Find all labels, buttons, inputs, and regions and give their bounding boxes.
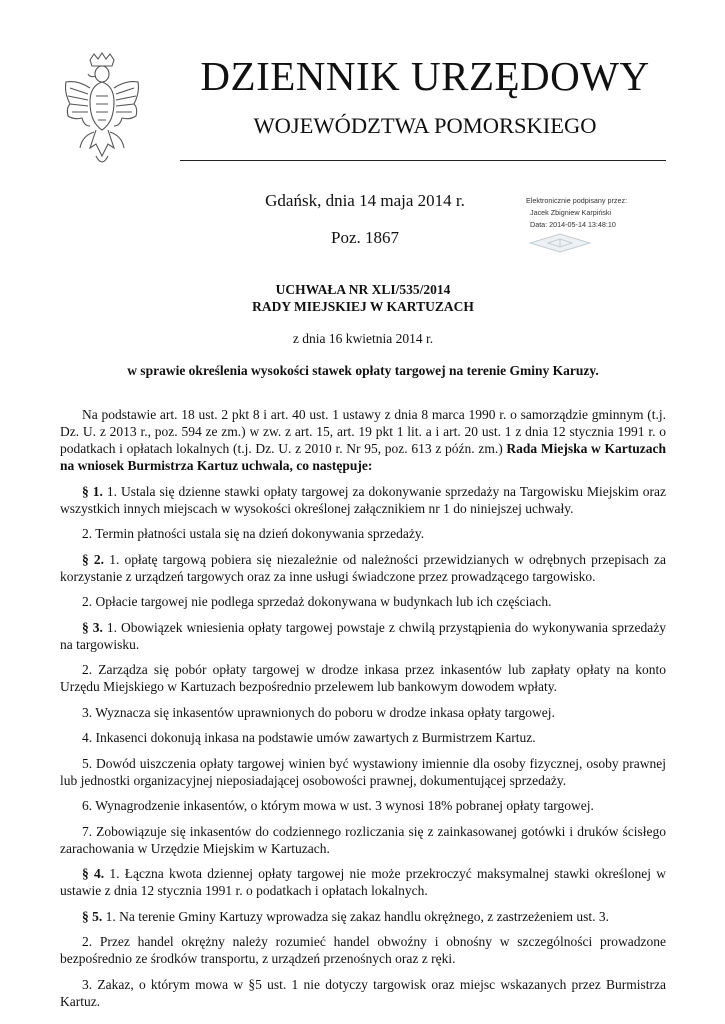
section-5-paragraph-3: 3. Zakaz, o którym mowa w §5 ust. 1 nie dotyczy targowisk oraz miejsc wskazanych przez Burmistrza Kartuz. <box>60 976 666 1009</box>
section-3-paragraph-2: 2. Zarządza się pobór opłaty targowej w drodze inkasa przez inkasentów lub zapłaty opłaty na konto Urzędu Miejskiego w Kartuzach bezpośrednio przelewem lub bankowym dowodem wpłaty. <box>60 662 666 694</box>
preamble-text: Na podstawie art. 18 ust. 2 pkt 8 i art. 40 ust. 1 ustawy z dnia 8 marca 1990 r. o samorządzie gminnym (t.j. Dz. U. z 2013 r., poz. 594 ze zm.) w zw. z art. 15, art. 19 pkt 1 lit. a i art. 20 ust. 1 z dnia 12 stycznia 1991 r. o podatkach i opłatach lokalnych (t.j. Dz. U. z 2010 r. Nr 95, poz. 613 z późn. zm.) <box>60 407 666 456</box>
section-5-mark: § 5. <box>82 908 103 924</box>
masthead-divider <box>180 160 666 161</box>
section-3-paragraph-4: 4. Inkasenci dokonują inkasa na podstawie umów zawartych z Burmistrzem Kartuz. <box>82 730 536 745</box>
section-2-text-1: 1. opłatę targową pobiera się niezależnie od należności przewidzianych w odrębnych przepisach za korzystanie z urządzeń targowych oraz za inne usługi świadczone przez prowadzącego targowisko. <box>60 551 667 584</box>
resolution-issuer: RADY MIEJSKIEJ W KARTUZACH <box>252 299 474 314</box>
section-1-paragraph-2: 2. Termin płatności ustala się na dzień dokonywania sprzedaży. <box>82 526 425 541</box>
section-3-paragraph-1 <box>60 619 666 653</box>
preamble-paragraph <box>60 406 666 474</box>
section-1-paragraph-1 <box>60 483 666 517</box>
section-5-paragraph-1 <box>60 908 666 925</box>
journal-subtitle: WOJEWÓDZTWA POMORSKIEGO <box>253 113 597 138</box>
section-4-mark: § 4. <box>82 866 105 881</box>
section-3-paragraph-3: 3. Wyznacza się inkasentów uprawnionych do poboru w drodze inkasa opłaty targowej. <box>82 704 555 720</box>
resolution-subject: w sprawie określenia wysokości stawek opłaty targowej na terenie Gminy Karuzy. <box>127 363 599 378</box>
section-2-paragraph-1 <box>60 551 666 585</box>
resolution-body <box>60 406 666 1018</box>
section-4-text-1: 1. Łączna kwota dziennej opłaty targowej nie może przekroczyć maksymalnej stawki określonej w ustawie z dnia 12 stycznia 1991 r. o podatkach i opłatach lokalnych. <box>60 866 666 898</box>
polish-eagle-emblem-icon <box>60 52 144 170</box>
section-3-paragraph-7: 7. Zobowiązuje się inkasentów do codziennego rozliczania się z zainkasowanej gotówki i druków ścisłego zarachowania w Urzędzie Miejskim w Kartuzach. <box>60 823 666 856</box>
resolution-heading <box>60 281 666 315</box>
section-1-text-1: 1. Ustala się dzienne stawki opłaty targowej za dokonywanie sprzedaży na Targowisku Miejskim oraz wszystkich innych miejscach w wysokości określonej załącznikiem nr 1 do niniejszej uchwały. <box>60 483 667 516</box>
resolution-date: z dnia 16 kwietnia 2014 r. <box>292 331 434 346</box>
journal-title: DZIENNIK URZĘDOWY <box>200 53 650 99</box>
e-signature-label: Elektronicznie podpisany przez: <box>526 196 628 205</box>
section-4-paragraph-1 <box>60 865 666 899</box>
section-2-paragraph-2: 2. Opłacie targowej nie podlega sprzedaż dokonywana w budynkach lub ich częściach. <box>82 594 552 609</box>
e-signature-signer: Jacek Zbigniew Karpiński <box>530 208 612 217</box>
section-2-mark: § 2. <box>82 551 105 567</box>
section-5-paragraph-2: 2. Przez handel okrężny należy rozumieć handel obwoźny i obnośny w szczególności prowadzone bezpośrednio ze środków transportu, z urządzeń przenośnych oraz z ręki. <box>60 934 666 966</box>
e-signature-logo-icon <box>528 232 592 254</box>
resolution-number: UCHWAŁA NR XLI/535/2014 <box>275 282 451 297</box>
section-3-paragraph-5: 5. Dowód uiszczenia opłaty targowej winien być wystawiony imiennie dla osoby fizycznej, osoby prawnej lub jednostki organizacyjnej nieposiadającej osobowości prawnej, dokumentującej sprzedaży. <box>60 755 666 788</box>
issue-position: Poz. 1867 <box>331 228 399 247</box>
section-5-text-1: 1. Na terenie Gminy Kartuzy wprowadza się zakaz handlu okrężnego, z zastrzeżeniem ust. 3. <box>102 908 610 924</box>
preamble-enactment: Rada Miejska w Kartuzach na wniosek Burmistrza Kartuz uchwala, co następuje: <box>60 441 666 473</box>
section-1-mark: § 1. <box>82 483 103 499</box>
section-3-text-1: 1. Obowiązek wniesienia opłaty targowej powstaje z chwilą przystąpienia do wykonywania sprzedaży na targowisku. <box>60 619 666 652</box>
section-3-mark: § 3. <box>82 619 103 635</box>
section-3-paragraph-6: 6. Wynagrodzenie inkasentów, o którym mowa w ust. 3 wynosi 18% pobranej opłaty targowej. <box>82 798 594 813</box>
e-signature-block <box>526 195 666 231</box>
e-signature-date: Data: 2014-05-14 13:48:10 <box>530 220 616 229</box>
issue-date: Gdańsk, dnia 14 maja 2014 r. <box>265 191 465 210</box>
